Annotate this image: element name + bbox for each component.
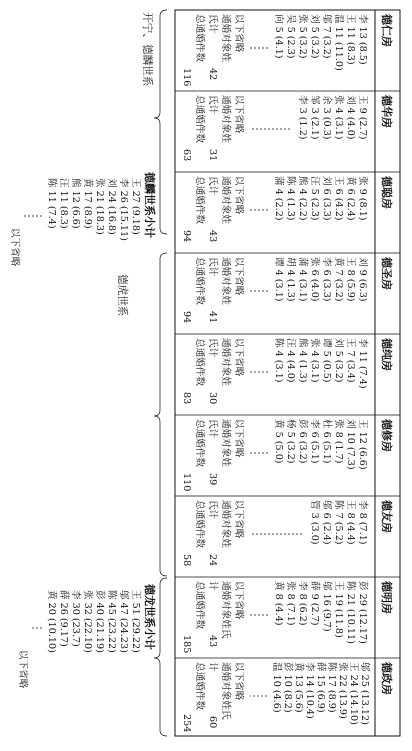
surname-count-label: 氏计 <box>207 500 218 520</box>
house-row: 黄 8 (4.4) <box>273 581 284 626</box>
partner-surname-label: 通婚对象姓 <box>220 95 231 143</box>
marriage-total-value: 58 <box>181 554 192 567</box>
house-row: 薛 9 (2.7) <box>309 581 320 626</box>
subtotal-row: 刘 24 (16.8) <box>106 178 117 235</box>
house-row: 王 11 (8.3) <box>345 14 356 65</box>
house-row: 熊 4 (1.3) <box>297 338 308 383</box>
house-row: 向 5 (4.1) <box>273 14 284 59</box>
house-row: 王 19 (11.8) <box>333 581 344 638</box>
house-row: 刘 5 (3.2) <box>333 338 344 383</box>
house-row: 彭 29 (12.17) <box>357 581 368 644</box>
marriage-total-label: 总通婚件数 <box>194 95 205 143</box>
surname-count-value: 42 <box>207 68 218 81</box>
partner-surname-label: 通婚对象姓 <box>220 338 231 386</box>
house-row: 汪 5 (2.3) <box>309 176 320 221</box>
house-row: 余 3 (0.3) <box>321 95 332 140</box>
house-row: 陈 7 (5.2) <box>333 500 344 545</box>
house-row: 谭 5 (0.5) <box>321 338 332 383</box>
house-row: 吴 5 (2.3) <box>285 14 296 59</box>
house-row: 黄 7 (3.2) <box>333 257 344 302</box>
house-row: 陈 17 (8.9) <box>326 662 337 713</box>
marriage-total-value: 94 <box>181 230 192 243</box>
surname-count-label: 氏计 <box>207 419 218 439</box>
house-row: 陈 4 (3.1) <box>273 338 284 383</box>
house-row: 王 12 (6.6) <box>357 419 368 470</box>
house-row: 熊 4 (2.2) <box>297 176 308 221</box>
house-row: 张 8 (1.7) <box>333 419 344 464</box>
surname-count-label: 氏计 <box>207 176 218 196</box>
omitted-note: 以下省略 <box>17 650 28 689</box>
marriage-total-label: 总通婚件数 <box>194 176 205 224</box>
house-column-dexiufang <box>181 419 394 491</box>
omitted-note: 以下省略 <box>233 14 244 53</box>
partner-surname-label: 通婚对象姓 <box>220 176 231 224</box>
surname-count-value: 60 <box>207 716 218 729</box>
house-row: 彭 10 (8.2) <box>282 662 293 713</box>
house-row: 胡 4 (1.3) <box>285 257 296 302</box>
house-row: 温 11 (11.0) <box>333 14 344 71</box>
house-header: 德修房 <box>380 419 393 452</box>
house-column-deshengfang <box>181 257 394 323</box>
omitted-note: 以下省略 <box>233 500 244 539</box>
marriage-total-label: 总通婚件数 <box>194 662 205 710</box>
lineage-label-delin: 德麟世系 <box>141 44 153 87</box>
house-column-decongfang <box>181 176 394 242</box>
subtotal-row: 张 32 (22.10) <box>82 590 93 653</box>
subtotal-delong-lineage <box>17 584 157 689</box>
marriage-total-label: 总通婚件数 <box>194 257 205 305</box>
partner-surname-label: 通婚对象姓 <box>220 500 231 548</box>
house-row: 邹 3 (2.1) <box>309 95 320 140</box>
house-row: 彭 6 (3.2) <box>297 419 308 464</box>
house-row: 李 3 (1.2) <box>297 95 308 140</box>
subtotal-row: 汪 11 (8.3) <box>58 178 69 229</box>
marriage-total-value: 254 <box>181 714 192 733</box>
house-row: 张 4 (3.1) <box>333 95 344 140</box>
house-row: 薛 15 (6.9) <box>315 662 326 713</box>
house-row: 李 6 (5.1) <box>309 419 320 464</box>
house-row: 刘 9 (6.3) <box>357 257 368 302</box>
omitted-note: 以下省略 <box>233 419 244 458</box>
subtotal-title: 德麟世系小计 <box>143 172 156 238</box>
marriage-total-value: 116 <box>181 68 192 87</box>
marriage-total-label: 总通婚件数 <box>194 338 205 386</box>
house-row: 王 9 (2.7) <box>357 95 368 140</box>
house-row: 邬 16 (9.7) <box>321 581 332 632</box>
house-row: 陈 4 (1.3) <box>285 176 296 221</box>
marriage-total-label: 总通婚件数 <box>194 14 205 62</box>
house-row: 刘 5 (3.2) <box>309 14 320 59</box>
surname-count-value: 30 <box>207 392 218 405</box>
house-header: 德仁房 <box>380 14 393 47</box>
surname-count-value: 43 <box>207 230 218 243</box>
house-row: 王 8 (4.4) <box>345 500 356 545</box>
house-column-derenfang <box>181 14 394 86</box>
surname-count-label: 氏计 <box>207 95 218 115</box>
house-row: 张 5 (3.2) <box>297 14 308 59</box>
omitted-note: 以下省略 <box>233 257 244 296</box>
omitted-note: 以下省略 <box>233 338 244 377</box>
house-column-deyoufang <box>181 500 394 566</box>
subtotal-row: 王 27 (9.18) <box>130 178 141 235</box>
omitted-note: 以下省略 <box>233 95 244 134</box>
partner-surname-label: 通婚对象姓 <box>220 419 231 467</box>
house-header: 德政房 <box>380 662 393 695</box>
partner-surname-label: 通婚对象姓氏 <box>220 581 231 639</box>
subtotal-row: 张 21 (18.3) <box>94 178 105 235</box>
house-row: 张 9 (8.1) <box>357 176 368 221</box>
surname-count-label: 计 <box>207 662 218 672</box>
house-header: 德纯房 <box>380 338 393 371</box>
surname-count-label: 氏计 <box>207 14 218 34</box>
house-column-demingfang <box>181 581 394 653</box>
house-row: 李 8 (6.2) <box>297 581 308 626</box>
house-row: 刘 4 (4.0) <box>345 95 356 140</box>
house-row: 黄 6 (2.4) <box>345 176 356 221</box>
subtotal-row: 黄 20 (10.10) <box>46 590 57 653</box>
house-row: 杜 6 (5.1) <box>321 419 332 464</box>
subtotal-row: 熊 12 (6.6) <box>70 178 81 229</box>
marriage-total-label: 总通婚件数 <box>194 581 205 629</box>
omitted-note: 以下省略 <box>233 581 244 620</box>
house-header: 德明房 <box>380 581 393 614</box>
omitted-note: 以下省略 <box>233 176 244 215</box>
house-column-dezhengfang <box>181 662 394 732</box>
surname-count-value: 43 <box>207 635 218 648</box>
surname-count-value: 24 <box>207 554 218 567</box>
house-row: 黄 5 (5.0) <box>273 419 284 464</box>
house-row: 管 3 (3.0) <box>309 500 320 545</box>
surname-count-value: 39 <box>207 473 218 486</box>
house-row: 李 13 (8.5) <box>357 14 368 65</box>
house-row: 王 24 (14.10) <box>348 662 359 725</box>
marriage-total-value: 185 <box>181 635 192 654</box>
partner-surname-label: 通婚对象姓氏 <box>220 662 231 720</box>
house-row: 黄 13 (5.6) <box>293 662 304 713</box>
house-row: 王 7 (3.4) <box>345 338 356 383</box>
subtotal-row: 陈 45 (23.22) <box>106 590 117 653</box>
subtotal-title: 德龙世系小计 <box>143 584 156 650</box>
subtotal-row: 王 51 (29.22) <box>130 590 141 653</box>
subtotal-delin-lineage <box>9 172 157 267</box>
house-header: 德圣房 <box>380 257 393 290</box>
house-header: 德华房 <box>380 95 393 128</box>
house-column-dechunfang <box>181 338 394 404</box>
house-header: 德友房 <box>380 500 393 533</box>
subtotal-row: 邬 47 (24.23) <box>118 590 129 653</box>
house-row: 张 22 (13.9) <box>337 662 348 719</box>
surname-count-label: 氏计 <box>207 257 218 277</box>
house-row: 蒲 4 (2.2) <box>273 176 284 221</box>
subtotal-row: 黄 17 (8.9) <box>82 178 93 229</box>
lineage-label-dehu: 德虎世系 <box>116 274 128 317</box>
marriage-total-value: 83 <box>181 392 192 405</box>
subtotal-row: 李 26 (15.11) <box>118 178 129 241</box>
house-row: 王 8 (5.9) <box>345 257 356 302</box>
omitted-note: 以下省略 <box>233 662 244 701</box>
partner-surname-label: 通婚对象姓 <box>220 257 231 305</box>
marriage-total-value: 110 <box>181 473 192 492</box>
house-row: 张 4 (3.1) <box>309 338 320 383</box>
house-row: 温 10 (4.6) <box>271 662 282 713</box>
marriage-total-label: 总通婚件数 <box>194 500 205 548</box>
house-row: 李 14 (10.4) <box>304 662 315 719</box>
surname-count-label: 氏计 <box>207 338 218 358</box>
house-row: 杨 5 (3.2) <box>285 419 296 464</box>
house-row: 李 11 (7.4) <box>357 338 368 389</box>
omitted-note: 以下省略 <box>9 228 20 267</box>
house-row: 邬 7 (3.2) <box>321 14 332 59</box>
subtotal-row: 薛 26 (9.17) <box>58 590 69 647</box>
house-header: 德聪房 <box>380 176 393 209</box>
house-row: 刘 10 (7.3) <box>345 419 356 470</box>
house-row: 王 6 (4.2) <box>333 176 344 221</box>
house-row: 邬 6 (2.4) <box>321 500 332 545</box>
house-row: 蒲 4 (3.1) <box>297 257 308 302</box>
surname-count-value: 41 <box>207 311 218 324</box>
house-row: 陈 21 (10.11) <box>345 581 356 644</box>
left-fragment-label: 开宁、 <box>141 12 153 44</box>
marriage-total-value: 63 <box>181 149 192 162</box>
marriage-total-value: 94 <box>181 311 192 324</box>
marriage-total-label: 总通婚件数 <box>194 419 205 467</box>
partner-surname-label: 通婚对象姓 <box>220 14 231 62</box>
house-row: 汪 4 (4.0) <box>285 338 296 383</box>
house-row: 李 6 (3.3) <box>321 257 332 302</box>
house-row: 张 8 (7.1) <box>285 581 296 626</box>
subtotal-row: 陈 11 (7.4) <box>46 178 57 229</box>
house-column-dehuafang <box>181 95 394 161</box>
subtotal-row: 李 30 (23.7) <box>70 590 81 647</box>
house-row: 邬 25 (13.12) <box>359 662 370 725</box>
surname-count-label: 计 <box>207 581 218 591</box>
house-row: 张 6 (4.0) <box>309 257 320 302</box>
house-row: 谭 4 (3.1) <box>273 257 284 302</box>
surname-count-value: 31 <box>207 149 218 162</box>
house-row: 刘 6 (3.3) <box>321 176 332 221</box>
subtotal-row: 彭 40 (21.19) <box>94 590 105 653</box>
house-row: 李 8 (7.1) <box>357 500 368 545</box>
